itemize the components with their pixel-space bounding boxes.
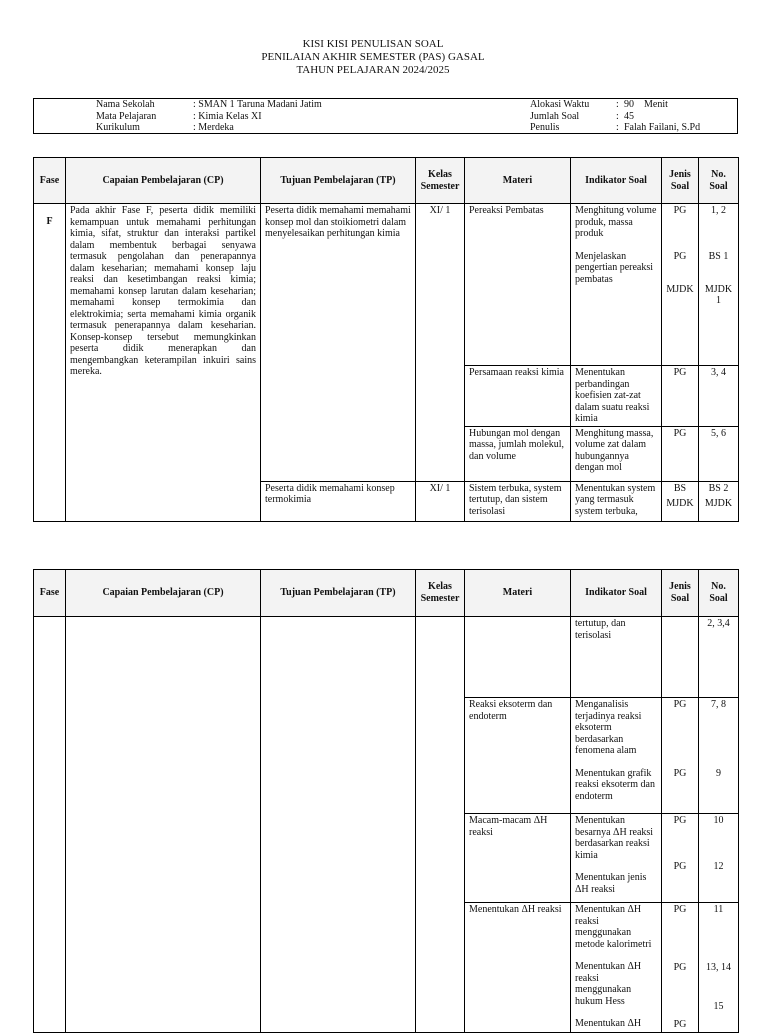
fase-cell	[34, 617, 66, 1033]
value-jumlah-soal: 45	[624, 110, 634, 122]
jenis-cell	[662, 814, 699, 903]
header-no-line-1: No.	[711, 581, 726, 592]
indikator-item: Menentukan ΔH reaksi menggunakan metode kalorimetri	[575, 904, 652, 950]
jenis-item: PG	[673, 699, 687, 710]
header-jenis-line-1: Jenis	[669, 581, 691, 592]
title-line-3: TAHUN PELAJARAN 2024/2025	[296, 64, 450, 76]
no-item: MJDK 1	[704, 284, 733, 306]
header-indikator: Indikator Soal	[571, 570, 662, 617]
info-box	[33, 98, 738, 134]
jenis-cell	[662, 481, 699, 521]
materi-cell: Macam-macam ΔH reaksi	[465, 814, 571, 903]
kisi-table-page-1	[33, 157, 739, 522]
document-title	[0, 38, 746, 77]
materi-cell: Hubungan mol dengan massa, jumlah molekul, dan volume	[465, 426, 571, 481]
indikator-cell	[571, 903, 662, 1033]
header-cp: Capaian Pembelajaran (CP)	[66, 158, 261, 204]
colon: :	[616, 99, 619, 110]
header-no-line-1: No.	[711, 168, 726, 180]
no-cell: 2, 3,4	[699, 617, 739, 698]
header-jenis-line-2: Soal	[670, 593, 690, 604]
value-alokasi-waktu: 90 Menit	[624, 99, 668, 110]
materi-cell	[465, 617, 571, 698]
jenis-cell: PG	[662, 426, 699, 481]
indikator-cell: tertutup, dan terisolasi	[571, 617, 662, 698]
jenis-item: PG	[673, 815, 687, 826]
indikator-cell: Menghitung massa, volume zat dalam hubungannya dengan mol	[571, 426, 662, 481]
materi-cell: Reaksi eksoterm dan endoterm	[465, 698, 571, 814]
label-mata-pelajaran: Mata Pelajaran	[96, 110, 157, 122]
colon: :	[616, 122, 619, 133]
header-kelas-line-1: Kelas	[428, 168, 452, 180]
header-materi: Materi	[465, 570, 571, 617]
no-cell	[699, 903, 739, 1033]
materi-cell: Pereaksi Pembatas	[465, 204, 571, 366]
header-kelas	[416, 570, 465, 617]
value-penulis: Falah Failani, S.Pd	[624, 122, 701, 133]
jenis-item: PG	[673, 767, 687, 779]
info-left-labels	[96, 99, 156, 134]
materi-cell: Menentukan ΔH reaksi	[465, 903, 571, 1033]
no-item: 15	[713, 1001, 724, 1012]
tp-cell: Peserta didik memahami konsep termokimia	[261, 481, 416, 521]
info-right-labels	[530, 99, 589, 134]
indikator-item: Menghitung volume produk, massa produk	[575, 205, 657, 239]
indikator-cell: Menentukan perbandingan koefisien zat-zat dalam suatu reaksi kimia	[571, 366, 662, 427]
header-cp: Capaian Pembelajaran (CP)	[66, 570, 261, 617]
kelas-cell: XI/ 1	[416, 204, 465, 482]
indikator-item: Menentukan besarnya ΔH reaksi berdasarkan reaksi kimia	[575, 815, 654, 861]
no-item: 13, 14	[706, 961, 731, 973]
table-row	[34, 204, 739, 366]
no-item: BS 2	[708, 482, 729, 494]
indikator-cell: Menentukan system yang termasuk system terbuka,	[571, 481, 662, 521]
indikator-cell	[571, 204, 662, 366]
indikator-item: Menentukan ΔH reaksi menggunakan hukum Hess	[575, 961, 642, 1007]
header-jenis	[662, 158, 699, 204]
jenis-cell: PG	[662, 366, 699, 427]
title-line-1: KISI KISI PENULISAN SOAL	[302, 38, 444, 50]
kisi-table-page-2	[33, 569, 739, 1033]
no-item: MJDK	[704, 498, 733, 509]
no-item: 1, 2	[711, 205, 726, 216]
table-header-row	[34, 570, 739, 617]
title-line-2: PENILAIAN AKHIR SEMESTER (PAS) GASAL	[261, 51, 485, 63]
label-penulis: Penulis	[530, 122, 560, 133]
tp-cell	[261, 617, 416, 1033]
no-cell	[699, 698, 739, 814]
indikator-cell	[571, 698, 662, 814]
jenis-item: PG	[673, 904, 687, 915]
header-jenis	[662, 570, 699, 617]
jenis-cell	[662, 698, 699, 814]
header-kelas	[416, 158, 465, 204]
colon: :	[616, 110, 619, 122]
no-cell	[699, 814, 739, 903]
label-jumlah-soal: Jumlah Soal	[530, 110, 580, 122]
header-kelas-line-2: Semester	[420, 180, 460, 192]
materi-cell: Sistem terbuka, system tertutup, dan sistem terisolasi	[465, 481, 571, 521]
jenis-cell	[662, 617, 699, 698]
indikator-item: Menjelaskan pengertian pereaksi pembatas	[575, 250, 654, 285]
jenis-cell	[662, 204, 699, 366]
jenis-item: MJDK	[666, 284, 694, 295]
no-item: 12	[713, 860, 724, 872]
table-header-row	[34, 158, 739, 204]
value-mata-pelajaran: : Kimia Kelas XI	[193, 110, 262, 122]
header-no	[699, 158, 739, 204]
header-fase: Fase	[34, 570, 66, 617]
jenis-item: PG	[673, 250, 687, 262]
kelas-cell	[416, 617, 465, 1033]
header-no-line-2: Soal	[709, 180, 728, 192]
header-materi: Materi	[465, 158, 571, 204]
jenis-item: BS	[673, 482, 687, 494]
no-cell	[699, 481, 739, 521]
header-tp: Tujuan Pembelajaran (TP)	[261, 570, 416, 617]
header-no	[699, 570, 739, 617]
jenis-item: PG	[673, 961, 687, 973]
jenis-item: PG	[673, 1019, 687, 1030]
no-item: 7, 8	[711, 699, 726, 710]
jenis-item: MJDK	[666, 498, 694, 509]
jenis-cell	[662, 903, 699, 1033]
table-row	[34, 617, 739, 698]
jenis-item: PG	[673, 205, 687, 216]
no-item: BS 1	[708, 250, 729, 262]
no-cell: 3, 4	[699, 366, 739, 427]
header-jenis-line-2: Soal	[670, 180, 690, 192]
materi-cell: Persamaan reaksi kimia	[465, 366, 571, 427]
indikator-item: Menentukan grafik reaksi eksoterm dan endoterm	[575, 767, 655, 802]
indikator-item: Menganalisis terjadinya reaksi eksoterm berdasarkan fenomena alam	[575, 699, 642, 756]
no-item: 10	[713, 815, 724, 826]
value-nama-sekolah: : SMAN 1 Taruna Madani Jatim	[193, 99, 322, 110]
kelas-cell: XI/ 1	[416, 481, 465, 521]
header-kelas-line-1: Kelas	[428, 581, 452, 592]
header-fase: Fase	[34, 158, 66, 204]
indikator-cell	[571, 814, 662, 903]
no-cell	[699, 204, 739, 366]
header-tp: Tujuan Pembelajaran (TP)	[261, 158, 416, 204]
no-item: 11	[713, 904, 724, 915]
label-alokasi-waktu: Alokasi Waktu	[530, 99, 590, 110]
header-jenis-line-1: Jenis	[669, 168, 691, 180]
header-indikator: Indikator Soal	[571, 158, 662, 204]
fase-cell: F	[34, 204, 66, 522]
no-item: 9	[716, 767, 721, 779]
label-kurikulum: Kurikulum	[96, 122, 140, 133]
info-left-values	[193, 99, 322, 134]
tp-cell: Peserta didik memahami memahami konsep mol dan stoikiometri dalam menyelesaikan perhitungan kimia	[261, 204, 416, 482]
value-kurikulum: : Merdeka	[193, 122, 234, 133]
info-right-values	[624, 99, 700, 134]
jenis-item: PG	[673, 860, 687, 872]
info-right-colons	[616, 99, 619, 134]
cp-cell	[66, 617, 261, 1033]
label-nama-sekolah: Nama Sekolah	[96, 99, 155, 110]
cp-cell: Pada akhir Fase F, peserta didik memiliki kemampuan untuk memahami perhitungan kimia, sifat, struktur dan interaksi partikel dalam membentuk berbagai senyawa termasuk pengolahan dan penerapannya dalam keseharian; memahami konsep laju reaksi dan kesetimbangan reaksi kimia; memahami konsep larutan dalam keseharian; memahami konsep termokimia dan elektrokimia; serta memahami kimia organik termasuk penerapannya dalam keseharian. Konsep-konsep tersebut memungkinkan peserta didik menerapkan dan mengembangkan keterampilan inkuiri sains mereka.	[66, 204, 261, 522]
header-no-line-2: Soal	[709, 593, 728, 604]
no-cell: 5, 6	[699, 426, 739, 481]
indikator-item: Menentukan jenis ΔH reaksi	[575, 872, 647, 895]
header-kelas-line-2: Semester	[420, 593, 460, 604]
indikator-item: Menentukan ΔH	[575, 1018, 642, 1029]
